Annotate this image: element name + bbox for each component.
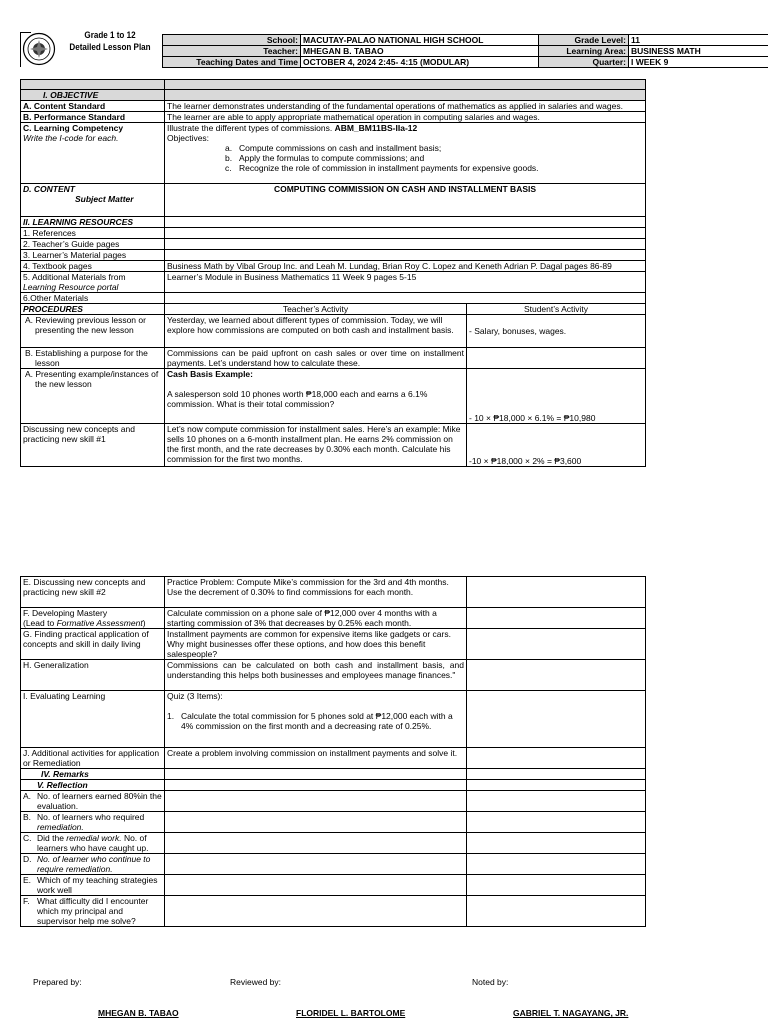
reflect-row: E. Which of my teaching strategies work well (21, 875, 646, 896)
additional-label: 5. Additional Materials from (23, 272, 126, 282)
title-block (68, 30, 153, 54)
performance-standard-row (21, 112, 646, 123)
competency-code: ABM_BM11BS-IIa-12 (334, 123, 418, 133)
objective-item: b. Apply the formulas to compute commissions; and (225, 153, 425, 163)
student-activity (467, 348, 646, 369)
reflect-row: B. No. of learners who required remediation. (21, 812, 646, 833)
prepared-name: MHEGAN B. TABAO (98, 1008, 179, 1018)
performance-standard-label: B. Performance Standard (21, 112, 165, 123)
content-standard-row (21, 101, 646, 112)
content-title: COMPUTING COMMISSION ON CASH AND INSTALLMENT BASIS (165, 184, 646, 217)
procedure-row (21, 577, 646, 608)
remarks-row (21, 769, 646, 780)
teacher-col-header: Teacher’s Activity (165, 304, 467, 315)
header-row-school (163, 35, 768, 46)
grade-value: 11 (629, 35, 768, 46)
school-label: School: (163, 35, 301, 46)
quiz-item: 1. Calculate the total commission for 5 phones sold at ₱12,000 each with a 4% commission on the first month and a decreasing rate of 0.25%. (167, 711, 453, 731)
objective-item: a. Compute commissions on cash and installment basis; (225, 143, 442, 153)
procedure-label: A. Presenting example/instances of the new lesson (21, 369, 165, 424)
teacher-activity: Calculate commission on a phone sale of ₱12,000 over 4 months with a starting commission of 3% that decreases by 0.25% each month. (165, 608, 467, 629)
procedures-heading-row (21, 304, 646, 315)
noted-name: GABRIEL T. NAGAYANG, JR. (513, 1008, 629, 1018)
title-line2: Detailed Lesson Plan (69, 42, 151, 53)
procedure-label: A. Reviewing previous lesson or presenting the new lesson (21, 315, 165, 348)
area-value: BUSINESS MATH (629, 46, 768, 57)
student-activity: -10 × ₱18,000 × 2% = ₱3,600 (467, 424, 646, 467)
title-line1: Grade 1 to 12 (84, 30, 136, 41)
competency-sub: Write the I-code for each. (23, 133, 119, 143)
teacher-activity: Quiz (3 Items): (167, 691, 223, 701)
procedure-label: J. Additional activities for application or Remediation (21, 748, 165, 769)
teacher-activity: Commissions can be calculated on both cash and installment basis, and understanding this helps both businesses and employees manage finances." (165, 660, 467, 691)
objectives-label: Objectives: (167, 133, 210, 143)
reflection-heading: V. Reflection (21, 780, 165, 791)
content-standard-text: The learner demonstrates understanding of the fundamental operations of mathematics as applied in salaries and wages. (165, 101, 646, 112)
objective-heading-row (21, 90, 646, 101)
deped-seal-icon (22, 32, 56, 66)
lesson-table-1 (20, 79, 646, 467)
dates-value: OCTOBER 4, 2024 2:45- 4:15 (MODULAR) (301, 57, 539, 68)
objective-item: c. Recognize the role of commission in installment payments for expensive goods. (225, 163, 539, 173)
other-label: 6.Other Materials (21, 293, 165, 304)
textbook-label: 4. Textbook pages (21, 261, 165, 272)
prepared-label: Prepared by: (33, 977, 82, 987)
teacher-activity: Installment payments are common for expensive items like gadgets or cars. Why might businesses offer these options, and how does this benefit salespeople? (165, 629, 467, 660)
competency-label: C. Learning Competency (23, 123, 124, 133)
additional-label2: Learning Resource portal (23, 282, 119, 292)
procedure-row (21, 315, 646, 348)
references-label: 1. References (21, 228, 165, 239)
procedure-label: H. Generalization (21, 660, 165, 691)
teacher-activity: Commissions can be paid upfront on cash sales or over time on installment payments. Let’s understand how to calculate these. (165, 348, 467, 369)
procedure-label: I. Evaluating Learning (21, 691, 165, 748)
teacher-activity-bold: Cash Basis Example: (167, 369, 253, 379)
content-label: D. CONTENT (23, 184, 75, 194)
procedure-row (21, 629, 646, 660)
tg-label: 2. Teacher’s Guide pages (21, 239, 165, 250)
reviewed-label: Reviewed by: (230, 977, 282, 987)
remarks-heading: IV. Remarks (21, 769, 165, 780)
reflect-row: F. What difficulty did I encounter which my principal and supervisor help me solve? (21, 896, 646, 927)
procedure-row (21, 424, 646, 467)
tg-row (21, 239, 646, 250)
procedure-label: G. Finding practical application of concepts and skill in daily living (21, 629, 165, 660)
objective-heading: I. OBJECTIVE (21, 90, 165, 101)
quarter-value: I WEEK 9 (629, 57, 768, 68)
objectives-list (167, 143, 643, 173)
blank-top-row (21, 80, 646, 90)
procedure-label: B. Establishing a purpose for the lesson (21, 348, 165, 369)
teacher-activity: Yesterday, we learned about different types of commission. Today, we will explore how commissions are computed on both cash and installment basis. (165, 315, 467, 348)
header-row-teacher (163, 46, 768, 57)
teacher-activity: Create a problem involving commission on installment payments and solve it. (165, 748, 467, 769)
resources-heading: II. LEARNING RESOURCES (21, 217, 165, 228)
content-sub: Subject Matter (75, 194, 134, 204)
procedure-row (21, 348, 646, 369)
competency-text: Illustrate the different types of commissions. (167, 123, 335, 133)
procedure-row: F. Developing Mastery (Lead to Formative Assessment) Calculate commission on a phone sale of ₱12,000 over 4 months with a starting commission of 3% that decreases by 0.25% each month. (21, 608, 646, 629)
lesson-table-2 (20, 576, 646, 927)
competency-row (21, 123, 646, 184)
grade-label: Grade Level: (539, 35, 629, 46)
student-activity: - 10 × ₱18,000 × 6.1% = ₱10,980 (467, 369, 646, 424)
noted-label: Noted by: (472, 977, 509, 987)
procedure-label: E. Discussing new concepts and practicing new skill #2 (21, 577, 165, 608)
lm-row (21, 250, 646, 261)
teacher-value: MHEGAN B. TABAO (301, 46, 539, 57)
additional-text: Learner’s Module in Business Mathematics 11 Week 9 pages 5-15 (165, 272, 646, 293)
content-row (21, 184, 646, 217)
reflect-row: D. No. of learner who continue to require remediation. (21, 854, 646, 875)
reviewed-name: FLORIDEL L. BARTOLOME (296, 1008, 406, 1018)
content-standard-label: A. Content Standard (21, 101, 165, 112)
quarter-label: Quarter: (539, 57, 629, 68)
school-value: MACUTAY-PALAO NATIONAL HIGH SCHOOL (301, 35, 539, 46)
header-table (162, 34, 768, 68)
student-activity: - Salary, bonuses, wages. (467, 315, 646, 348)
textbook-text: Business Math by Vibal Group Inc. and Leah M. Lundag, Brian Roy C. Lopez and Keneth Adrian P. Dagal pages 86-89 (165, 261, 646, 272)
other-row (21, 293, 646, 304)
area-label: Learning Area: (539, 46, 629, 57)
references-row (21, 228, 646, 239)
teacher-activity: Let’s now compute commission for installment sales. Here’s an example: Mike sells 10 phones on a 6-month installment plan. He earns 2% commission on the first month, and the rate decreases by 0.30% each month. Calculate his commission for the first two months. (165, 424, 467, 467)
procedure-row (21, 660, 646, 691)
procedure-row (21, 691, 646, 748)
teacher-activity: A salesperson sold 10 phones worth ₱18,000 each and earns a 6.1% commission. What is their total commission? (167, 389, 428, 409)
reflection-row (21, 780, 646, 791)
additional-row (21, 272, 646, 293)
textbook-row (21, 261, 646, 272)
procedure-row (21, 748, 646, 769)
procedure-label: F. Developing Mastery (23, 608, 108, 618)
procedure-row (21, 369, 646, 424)
student-col-header: Student’s Activity (467, 304, 646, 315)
resources-heading-row (21, 217, 646, 228)
lm-label: 3. Learner’s Material pages (21, 250, 165, 261)
teacher-label: Teacher: (163, 46, 301, 57)
procedures-heading: PROCEDURES (21, 304, 165, 315)
teacher-activity: Practice Problem: Compute Mike’s commission for the 3rd and 4th months. Use the decrement of 0.30% to find commissions for each month. (165, 577, 467, 608)
header-row-dates (163, 57, 768, 68)
reflect-row: C. Did the remedial work. No. of learners who have caught up. (21, 833, 646, 854)
performance-standard-text: The learner are able to apply appropriate mathematical operation in computing salaries and wages. (165, 112, 646, 123)
reflect-row: A. No. of learners earned 80%in the evaluation. (21, 791, 646, 812)
procedure-label: Discussing new concepts and practicing new skill #1 (21, 424, 165, 467)
dates-label: Teaching Dates and Time (163, 57, 301, 68)
